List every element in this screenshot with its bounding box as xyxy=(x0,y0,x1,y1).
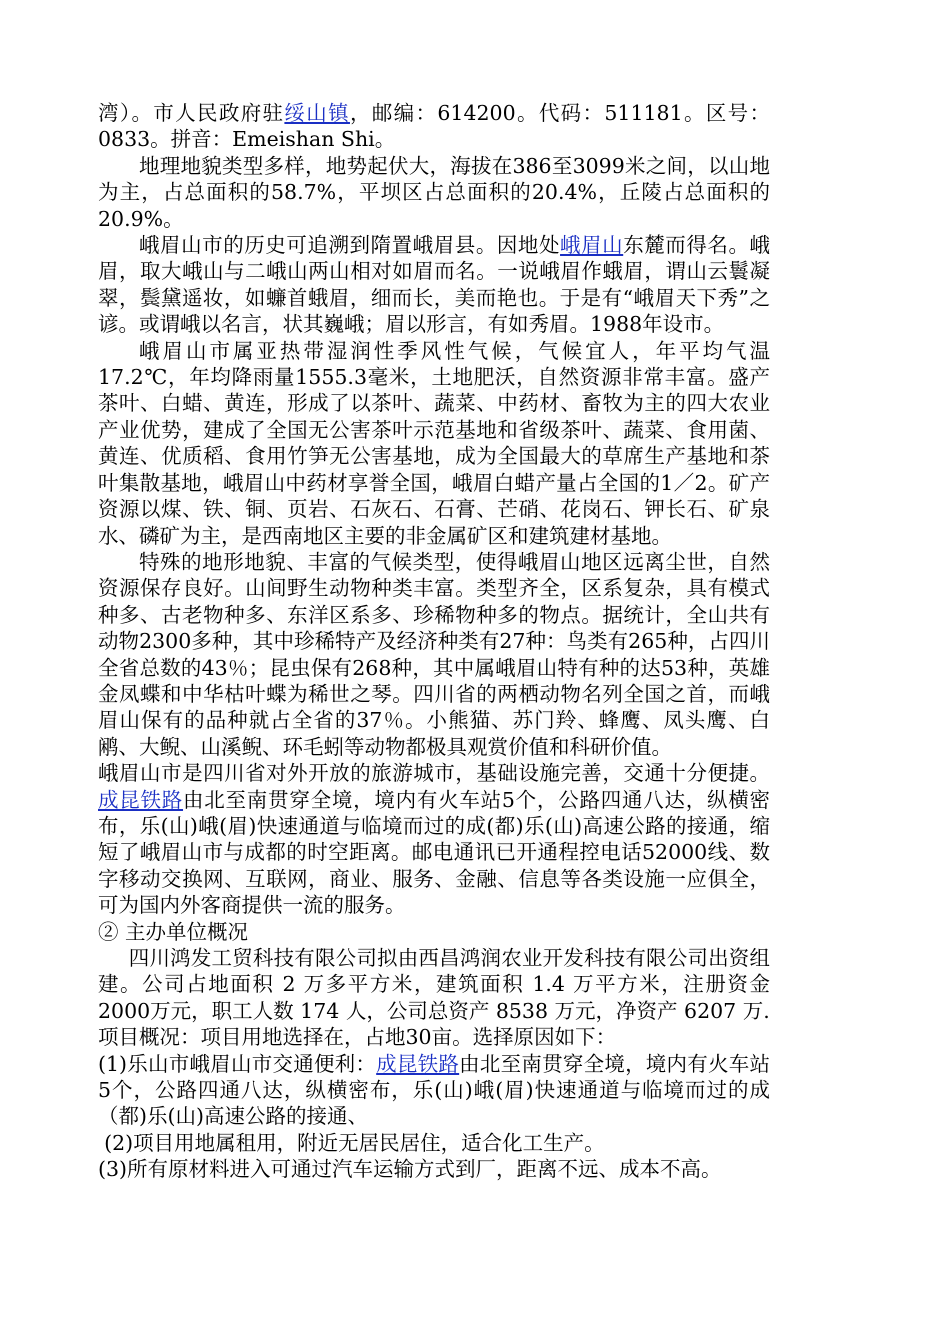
history-text-after: 东麓而得名。峨眉，取大峨山与二峨山两山相对如眉而名。一说峨眉作蛾眉，谓山云鬟凝翠，鬓黛遥妆，如蠊首蛾眉，细而长，美而艳也。于是有“峨眉天下秀”之谚。或谓峨以名言，状其巍峨；眉以形言，有如秀眉。1988年设市。 xyxy=(98,233,771,337)
paragraph-project-overview: 项目概况：项目用地选择在，占地30亩。选择原因如下： xyxy=(98,1025,617,1050)
paragraph-transport xyxy=(98,760,770,918)
location-text-after: ，邮编：614200。代码：511181。区号：0833。拼音：Emeishan Shi。 xyxy=(98,101,771,152)
suishan-town-link[interactable]: 绥山镇 xyxy=(284,101,350,125)
list-item-reason-2: (2)项目用地属租用，附近无居民居住，适合化工生产。 xyxy=(104,1130,605,1155)
reason-1-text-before: (1)乐山市峨眉山市交通便利： xyxy=(98,1051,377,1076)
list-item-reason-1 xyxy=(98,1051,770,1130)
paragraph-wildlife: 特殊的地形地貌、丰富的气候类型，使得峨眉山地区远离尘世，自然资源保存良好。山间野生动物种类丰富。类型齐全，区系复杂，具有模式种多、古老物种多、东洋区系多、珍稀物种多的物点。据统计，全山共有动物2300多种，其中珍稀特产及经济种类有27种：鸟类有265种，占四川全省总数的43％；昆虫保有268种，其中属峨眉山特有种的达53种，英雄金凤蝶和中华枯叶蝶为稀世之琴。四川省的两栖动物名列全国之首，而峨眉山保有的品种就占全省的37％。小熊猫、苏门羚、蜂鹰、凤头鹰、白鹇、大鲵、山溪鲵、环毛蚓等动物都极具观赏价值和科研价值。 xyxy=(98,549,770,759)
document-body xyxy=(98,100,770,1183)
paragraph-climate-resources: 峨眉山市属亚热带湿润性季风性气候，气候宜人，年平均气温17.2℃，年均降雨量1555.3毫米，土地肥沃，自然资源非常丰富。盛产茶叶、白蜡、黄连，形成了以茶叶、蔬菜、中药材、畜牧为主的四大农业产业优势，建成了全国无公害茶叶示范基地和省级茶叶、蔬菜、食用菌、黄连、优质稻、食用竹笋无公害基地，成为全国最大的草席生产基地和茶叶集散基地，峨眉山中药材享誉全国，峨眉白蜡产量占全国的1／2。矿产资源以煤、铁、铜、页岩、石灰石、石膏、芒硝、花岗石、钾长石、矿泉水、磷矿为主，是西南地区主要的非金属矿区和建筑建材基地。 xyxy=(98,338,770,548)
transport-text-after: 由北至南贯穿全境，境内有火车站5个，公路四通八达，纵横密布，乐(山)峨(眉)快速通道与临境而过的成(都)乐(山)高速公路的接通，缩短了峨眉山市与成都的时空距离。邮电通讯已开通程控电话52000线、数字移动交换网、互联网，商业、服务、金融、信息等各类设施一应俱全，可为国内外客商提供一流的服务。 xyxy=(98,787,770,918)
location-text-before: 湾）。市人民政府驻 xyxy=(98,101,285,125)
section-heading-sponsor: ② 主办单位概况 xyxy=(98,919,249,944)
history-text-before: 峨眉山市的历史可追溯到隋置峨眉县。因地处 xyxy=(139,233,561,258)
chengkun-railway-link[interactable]: 成昆铁路 xyxy=(98,787,184,812)
paragraph-history xyxy=(98,232,770,338)
paragraph-location xyxy=(98,100,770,153)
emeishan-link[interactable]: 峨眉山 xyxy=(560,233,624,258)
paragraph-geography: 地理地貌类型多样，地势起伏大，海拔在386至3099米之间，以山地为主，占总面积的58.7%，平坝区占总面积的20.4%，丘陵占总面积的20.9%。 xyxy=(98,153,770,231)
reason-1-text-after: 由北至南贯穿全境，境内有火车站5个，公路四通八达，纵横密布，乐(山)峨(眉)快速通道与临境而过的成（都)乐(山)高速公路的接通、 xyxy=(98,1051,771,1129)
transport-text-before: 峨眉山市是四川省对外开放的旅游城市，基础设施完善，交通十分便捷。 xyxy=(98,761,770,786)
chengkun-railway-link-2[interactable]: 成昆铁路 xyxy=(376,1051,460,1076)
list-item-reason-3: (3)所有原材料进入可通过汽车运输方式到厂，距离不远、成本不高。 xyxy=(98,1157,722,1182)
paragraph-sponsor: 四川鸿发工贸科技有限公司拟由西昌鸿润农业开发科技有限公司出资组建。公司占地面积 2 万多平方米，建筑面积 1.4 万平方米，注册资金 2000万元，职工人数 174 人，公司总资产 8538 万元，净资产 6207 万. xyxy=(98,946,770,1023)
